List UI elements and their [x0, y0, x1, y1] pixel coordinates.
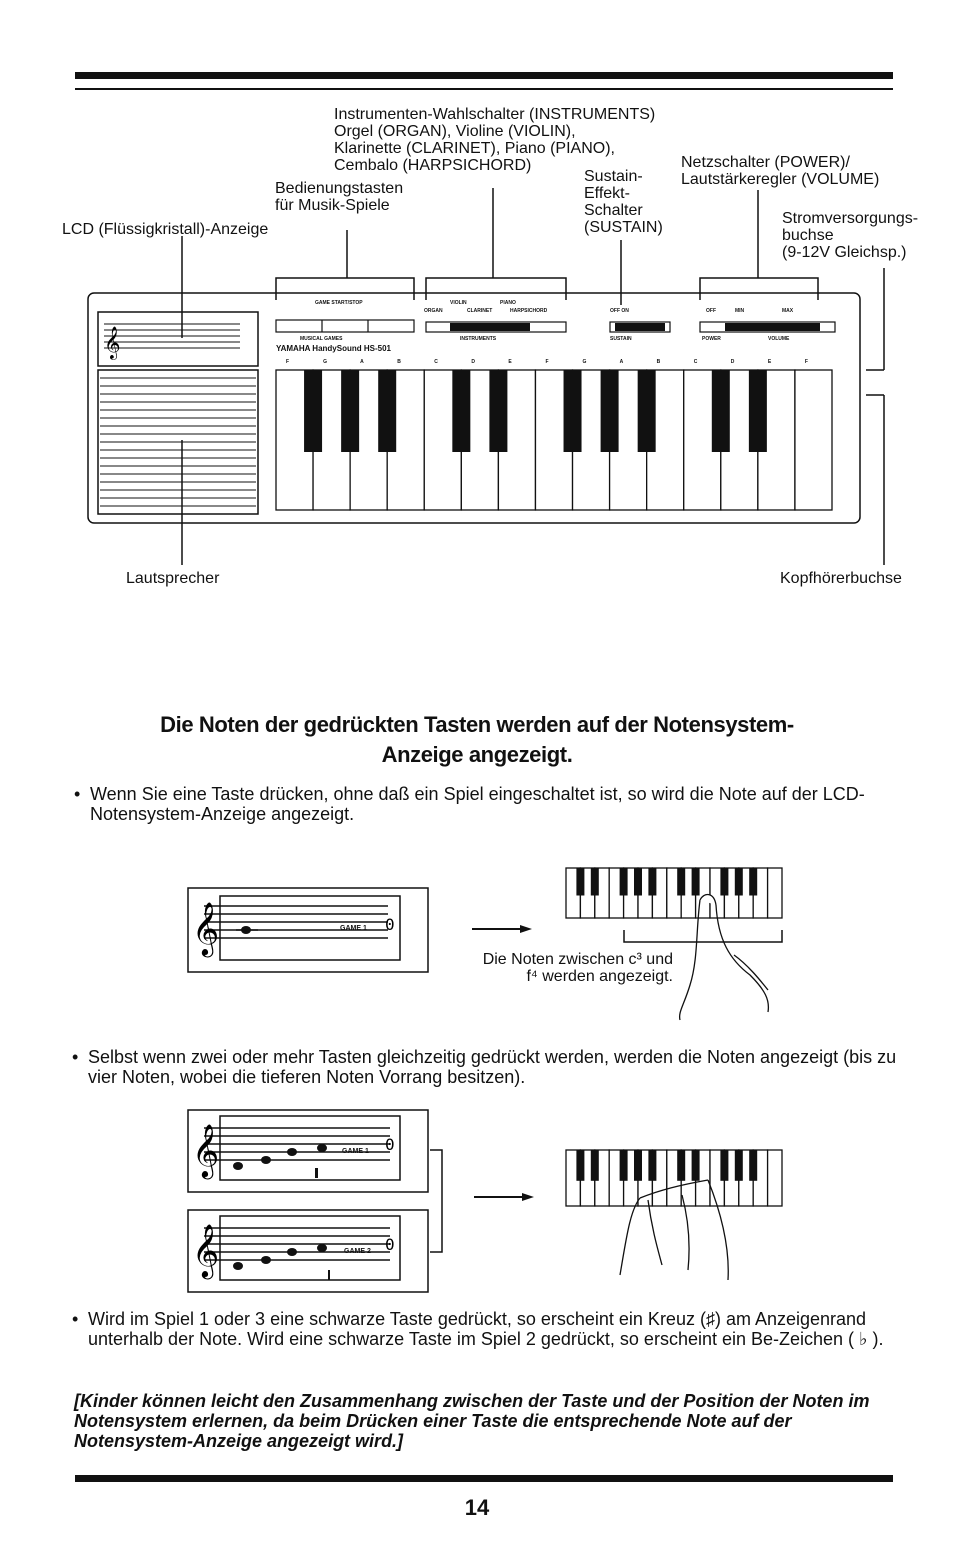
panel-piano: PIANO [500, 300, 516, 306]
note-name: A [619, 359, 624, 365]
panel-clarinet: CLARINET [467, 308, 493, 314]
fig2-game-label-2: GAME 2 [344, 1248, 371, 1255]
panel-max: MAX [782, 308, 794, 314]
section-heading: Die Noten der gedrückten Tasten werden auf der Notensystem- Anzeige angezeigt. [160, 712, 794, 767]
svg-text:0: 0 [385, 1235, 395, 1254]
bullet-1: • Wenn Sie eine Taste drücken, ohne daß ein Spiel eingeschaltet ist, so wird die Note auf der LCD-Notensystem-Anzeige angezeigt. [74, 784, 865, 824]
panel-harpsichord: HARPSICHORD [510, 308, 548, 314]
note-name: A [360, 359, 364, 365]
label-headphone: Kopfhörerbuchse [780, 570, 902, 587]
mini-kb-2-black-key [749, 1150, 757, 1181]
bottom-rule [75, 1475, 893, 1482]
svg-text:𝄞: 𝄞 [192, 901, 220, 955]
panel-min: MIN [735, 308, 745, 314]
svg-text:𝄞: 𝄞 [192, 1223, 220, 1277]
fig2-game-label-1: GAME 1 [342, 1148, 369, 1155]
panel-violin: VIOLIN [450, 300, 467, 306]
svg-text:𝄞: 𝄞 [104, 326, 121, 359]
note-name: D [471, 359, 475, 365]
note-name: G [323, 359, 327, 365]
svg-text:𝄞: 𝄞 [192, 1123, 220, 1177]
panel-sustain: SUSTAIN [610, 336, 632, 342]
note-name: E [767, 359, 772, 365]
label-game-buttons: Bedienungstasten für Musik-Spiele [275, 180, 404, 214]
svg-text:0: 0 [385, 1135, 395, 1154]
note-name: B [397, 359, 401, 365]
note-name: F [545, 359, 549, 365]
panel-off: OFF [706, 308, 716, 314]
mini-kb-2-white-key [768, 1150, 782, 1206]
label-dc-jack: Stromversorgungs- buchse (9-12V Gleichsp.) [782, 210, 919, 261]
mini-kb-2-black-key [720, 1150, 728, 1181]
mini-kb-2-black-key [648, 1150, 656, 1181]
note-name: E [508, 359, 512, 365]
label-power-volume: Netzschalter (POWER)/ Lautstärkeregler (VOLUME) [681, 154, 880, 188]
panel-power: POWER [702, 336, 721, 342]
note-name: F [804, 359, 808, 365]
mini-kb-2-black-key [591, 1150, 599, 1181]
panel-musical-games: MUSICAL GAMES [300, 336, 343, 342]
note-name: D [730, 359, 735, 365]
note-name: G [582, 359, 587, 365]
page-number: 14 [464, 1495, 490, 1520]
bullet-3: • Wird im Spiel 1 oder 3 eine schwarze Taste gedrückt, so erscheint ein Kreuz (♯) am Anzeigenrand unterhalb der Note. Wird eine schwarze Taste im Spiel 2 gedrückt, so erscheint ein Be-Zeichen ( ♭ ). [72, 1309, 884, 1349]
svg-text:0: 0 [385, 915, 395, 934]
label-lcd: LCD (Flüssigkristall)-Anzeige [62, 221, 269, 238]
note-name: F [286, 359, 290, 365]
note-name: C [434, 359, 438, 365]
panel-off-on: OFF ON [610, 308, 629, 314]
fig1-game-label: GAME 1 [340, 925, 367, 932]
mini-kb-2-black-key [735, 1150, 743, 1181]
label-instruments: Instrumenten-Wahlschalter (INSTRUMENTS) Orgel (ORGAN), Violine (VIOLIN), Klarinette (CLARINET), Piano (PIANO), Cembalo (HARPSICHORD) [334, 106, 656, 174]
panel-game-start-stop: GAME START/STOP [315, 300, 363, 306]
label-speaker: Lautsprecher [126, 570, 220, 587]
mini-kb-2-black-key [576, 1150, 584, 1181]
panel-organ: ORGAN [424, 308, 443, 314]
mini-kb-2-black-key [620, 1150, 628, 1181]
italic-note: [Kinder können leicht den Zusammenhang zwischen der Taste und der Position der Noten im Notensystem erlernen, da beim Drücken einer Taste die entsprechende Note auf der Notensystem-Anzeige angezeigt wird.] [74, 1391, 870, 1451]
panel-instruments: INSTRUMENTS [460, 336, 497, 342]
note-name: B [656, 359, 661, 365]
panel-volume: VOLUME [768, 336, 790, 342]
bullet-2: • Selbst wenn zwei oder mehr Tasten gleichzeitig gedrückt werden, werden die Noten angezeigt (bis zu vier Noten, wobei die tieferen Noten Vorrang besitzen). [72, 1047, 897, 1087]
label-sustain: Sustain- Effekt- Schalter (SUSTAIN) [584, 168, 663, 236]
mini-kb-2-black-key [692, 1150, 700, 1181]
note-name: C [693, 359, 698, 365]
panel-brand: YAMAHA HandySound HS-501 [276, 344, 391, 353]
mini-kb-2-black-key [677, 1150, 685, 1181]
fig1-caption: Die Noten zwischen c³ und f⁴ werden angezeigt. [482, 951, 673, 985]
mini-kb-2-black-key [634, 1150, 642, 1181]
